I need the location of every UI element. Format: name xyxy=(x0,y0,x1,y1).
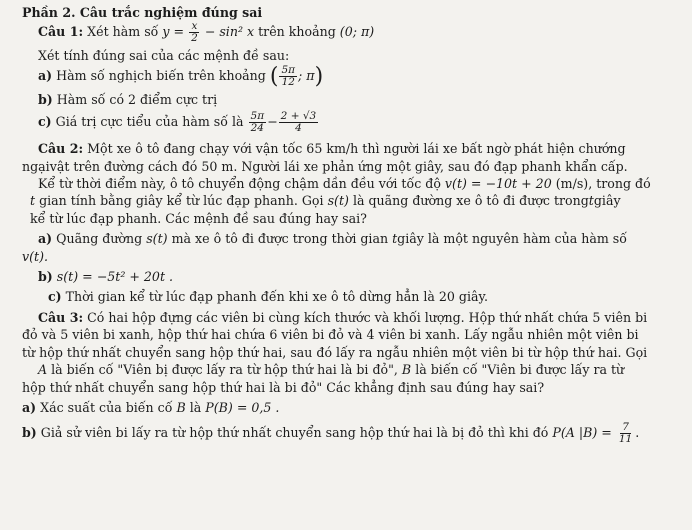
q1-b-label: b) xyxy=(38,91,53,107)
q2-a-label: a) xyxy=(38,231,53,247)
q2-s-of-t: s(t) xyxy=(327,193,349,209)
q1-c-numerator-1: 5π xyxy=(250,110,265,123)
q1-a-text: Hàm số nghịch biến trên khoảng xyxy=(56,67,266,83)
q1-a-fraction xyxy=(279,65,297,88)
q1-fn-denominator: 2 xyxy=(191,32,198,45)
q2-line-5: kể từ lúc đạp phanh. Các mệnh đề sau đúng hay sai? xyxy=(30,210,367,226)
q1-a-tail: ; π xyxy=(298,67,315,83)
q1-c-denominator-2: 4 xyxy=(295,122,302,135)
q3-option-b xyxy=(22,422,678,445)
q3-b-end: . xyxy=(635,425,640,441)
q2-a-text2: mà xe ô tô đi được trong thời gian xyxy=(171,231,389,247)
q3-option-a xyxy=(22,399,678,416)
q3-line-2: đỏ và 5 viên bi xanh, hộp thứ hai chứa 6 viên bi đỏ và 4 viên bi xanh. Lấy ngẫu nhiên một viên bi xyxy=(22,327,639,343)
q3-b-fraction xyxy=(617,422,634,445)
q1-text-b: trên khoảng xyxy=(258,24,336,40)
q3-b-numerator: 7 xyxy=(622,421,629,434)
q2-b-text: s(t) = −5t² + 20t . xyxy=(56,269,174,285)
q3-a-text2: là xyxy=(189,399,202,415)
q3-b-label: b) xyxy=(22,425,37,441)
q2-option-b xyxy=(38,268,678,285)
q3-b-text: Giả sử viên bi lấy ra từ hộp thứ nhất chuyển sang hộp thứ hai là bị đỏ thì khi đó xyxy=(40,425,549,441)
q3-a-m2: P(B) = 0,5 . xyxy=(205,399,280,415)
q3-a-text: Xác suất của biến cố xyxy=(40,399,173,415)
q1-c-denominator-1: 24 xyxy=(250,122,264,135)
q1-option-a: a) Hàm số nghịch biến trên khoảng ( $\frac{5\pi}{12}$ ; π) xyxy=(38,63,324,89)
q2-a-m1: s(t) xyxy=(146,231,168,247)
q2-line-3 xyxy=(38,175,678,192)
q1-a-denominator: 12 xyxy=(281,75,295,88)
q2-line3-a: Kể từ thời điểm này, ô tô chuyển động chậm dần đều với tốc độ xyxy=(38,176,441,192)
q3-event-a: A xyxy=(38,362,48,378)
q1-statement xyxy=(38,21,678,44)
q2-c-text: Thời gian kể từ lúc đạp phanh đến khi xe ô tô dừng hẳn là 20 giây. xyxy=(65,289,488,305)
q2-var-t: t xyxy=(30,193,36,209)
q3-line4-d: là biến cố "Viên bi được lấy ra từ xyxy=(415,362,625,378)
q2-b-label: b) xyxy=(38,269,53,285)
q2-option-a-cont xyxy=(22,248,678,265)
q2-label: Câu 2: xyxy=(38,141,84,157)
q3-label: Câu 3: xyxy=(38,309,84,325)
q2-c-label: c) xyxy=(48,289,62,305)
q2-a-text3: giây là một nguyên hàm của hàm số xyxy=(397,231,627,247)
q3-line-3: từ hộp thứ nhất chuyển sang hộp thứ hai, sau đó lấy ra ngẫu nhiên một viên bi từ hộp thứ hai. Gọi xyxy=(22,344,648,360)
q2-option-c xyxy=(48,288,678,305)
q1-c-fraction-2 xyxy=(279,111,319,134)
q2-line-2: ngạivật trên đường cách đó 50 m. Người lái xe phản ứng một giây, sau đó đạp phanh khẩn cấp. xyxy=(22,158,628,174)
q3-event-b: B xyxy=(401,362,412,378)
q1-option-b xyxy=(38,91,678,108)
q3-line-4 xyxy=(38,361,678,378)
q2-a-m2: t xyxy=(392,231,398,247)
q2-line-4 xyxy=(30,192,678,209)
q1-fn-y: y = xyxy=(162,24,185,40)
q2-line1-text: Một xe ô tô đang chạy với vận tốc 65 km/h thì người lái xe bất ngờ phát hiện chướng xyxy=(87,141,626,157)
q1-c-minus: − xyxy=(267,114,278,130)
q2-a-m3: v(t). xyxy=(22,248,49,264)
q2-var-t-2: t xyxy=(588,193,594,209)
q1-c-fraction-1 xyxy=(249,111,267,134)
q3-a-label: a) xyxy=(22,399,37,415)
q1-c-text: Giá trị cực tiểu của hàm số là xyxy=(55,114,244,130)
q2-a-text1: Quãng đường xyxy=(56,231,143,247)
q1-fn-numerator: x xyxy=(191,20,198,33)
q3-line1-text: Có hai hộp đựng các viên bi cùng kích thước và khối lượng. Hộp thứ nhất chứa 5 viên bi xyxy=(87,309,648,325)
q2-line3-b: (m/s), trong đó xyxy=(555,176,651,192)
q1-c-label: c) xyxy=(38,114,52,130)
q1-fn-fraction xyxy=(189,21,200,44)
q3-line-5: hộp thứ nhất chuyển sang hộp thứ hai là bi đỏ" Các khẳng định sau đúng hay sai? xyxy=(22,379,545,395)
q2-line4-e: giây xyxy=(593,193,621,209)
q1-a-label: a) xyxy=(38,67,53,83)
q1-a-numerator: 5π xyxy=(281,63,296,76)
q2-option-a xyxy=(38,230,678,247)
q2-line-1 xyxy=(38,140,678,157)
q2-velocity: v(t) = −10t + 20 xyxy=(444,176,552,192)
section-heading: Phần 2. Câu trắc nghiệm đúng sai xyxy=(22,5,263,20)
q1-b-text: Hàm số có 2 điểm cực trị xyxy=(56,91,218,107)
q1-text-a: Xét hàm số xyxy=(87,24,159,40)
q1-instruction: Xét tính đúng sai của các mệnh đề sau: xyxy=(38,48,290,64)
q1-label: Câu 1: xyxy=(38,24,84,40)
q3-b-denominator: 11 xyxy=(618,433,633,446)
q1-interval: (0; π) xyxy=(339,24,375,40)
q2-line4-b: gian tính bằng giây kể từ lúc đạp phanh. Gọi xyxy=(39,193,324,209)
q3-line4-b: là biến cố "Viên bị được lấy ra từ hộp thứ hai là bi đỏ", xyxy=(51,362,398,378)
q2-line4-c: là quãng đường xe ô tô đi được trong xyxy=(352,193,589,209)
q3-b-m: P(A |B) = xyxy=(552,425,612,441)
q1-option-c xyxy=(38,111,678,134)
q3-line-1 xyxy=(38,309,678,326)
q3-a-m1: B xyxy=(176,399,186,415)
q1-c-numerator-2: 2 + √3 xyxy=(280,110,317,123)
q1-fn-tail: − sin² x xyxy=(204,24,255,40)
